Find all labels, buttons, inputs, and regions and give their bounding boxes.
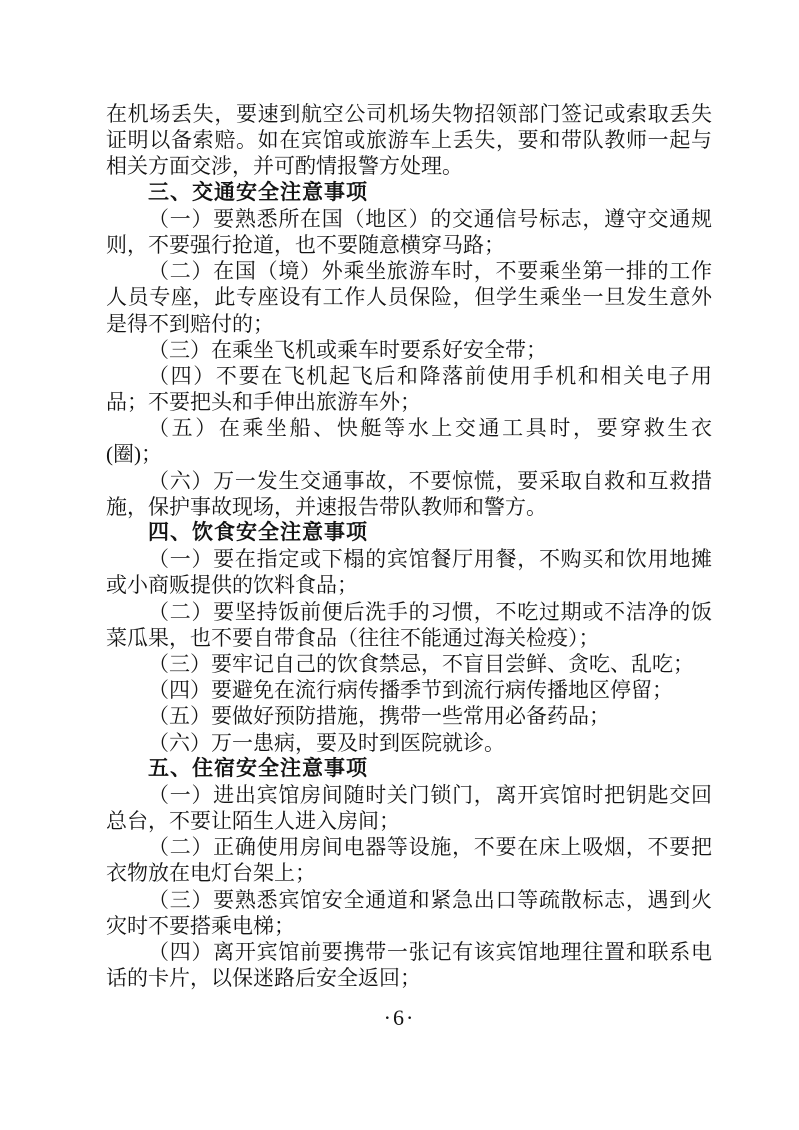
- text-line: （二）要坚持饭前便后洗手的习惯，不吃过期或不洁净的饭: [148, 599, 712, 624]
- text-line: 在机场丢失，要速到航空公司机场失物招领部门签记或索取丢失: [106, 102, 712, 126]
- text-line: 或小商贩提供的饮料食品；: [106, 573, 358, 598]
- text-line: 是得不到赔付的；: [106, 311, 274, 336]
- section-heading: 四、饮食安全注意事项: [148, 521, 368, 544]
- text-line: （三）要牢记自己的饮食禁忌，不盲目尝鲜、贪吃、乱吃；: [148, 651, 694, 676]
- text-line: 菜瓜果，也不要自带食品（往往不能通过海关检疫）；: [106, 625, 600, 650]
- text-line: （一）进出宾馆房间随时关门锁门，离开宾馆时把钥匙交回: [148, 782, 712, 807]
- text-line: 灾时不要搭乘电梯；: [106, 913, 295, 938]
- text-line: 衣物放在电灯台架上；: [106, 861, 316, 886]
- text-line: （三）在乘坐飞机或乘车时要系好安全带；: [148, 337, 547, 362]
- text-line: (圈)；: [106, 442, 162, 467]
- text-line: （五）要做好预防措施，携带一些常用必备药品；: [148, 704, 610, 729]
- text-line: 总台，不要让陌生人进入房间；: [106, 809, 400, 834]
- text-line: （二）正确使用房间电器等设施，不要在床上吸烟，不要把: [148, 835, 712, 860]
- text-line: （六）万一发生交通事故，不要惊慌，要采取自救和互救措: [148, 468, 712, 493]
- text-line: （四）不要在飞机起飞后和降落前使用手机和相关电子用: [148, 363, 712, 388]
- page-number: ·6·: [383, 1005, 416, 1030]
- text-line: （一）要熟悉所在国（地区）的交通信号标志，遵守交通规: [148, 206, 712, 231]
- text-line: 施，保护事故现场，并速报告带队教师和警方。: [106, 494, 547, 519]
- text-line: 证明以备索赔。如在宾馆或旅游车上丢失，要和带队教师一起与: [106, 128, 712, 153]
- text-line: 话的卡片，以保迷路后安全返回；: [106, 966, 421, 991]
- section-heading: 三、交通安全注意事项: [148, 180, 368, 204]
- text-line: （四）要避免在流行病传播季节到流行病传播地区停留；: [148, 678, 673, 703]
- text-line: 人员专座，此专座设有工作人员保险，但学生乘坐一旦发生意外: [106, 285, 712, 310]
- section-heading: 五、住宿安全注意事项: [148, 756, 368, 780]
- text-line: （四）离开宾馆前要携带一张记有该宾馆地理往置和联系电: [148, 940, 712, 964]
- text-line: （一）要在指定或下榻的宾馆餐厅用餐，不购买和饮用地摊: [148, 547, 712, 572]
- text-block: [106, 101, 712, 991]
- text-line: （六）万一患病，要及时到医院就诊。: [148, 730, 505, 755]
- text-line: （五）在乘坐船、快艇等水上交通工具时，要穿救生衣: [148, 416, 712, 441]
- text-line: 相关方面交涉，并可酌情报警方处理。: [106, 154, 463, 179]
- text-line: 品；不要把头和手伸出旅游车外；: [106, 390, 421, 415]
- text-line: 则，不要强行抢道，也不要随意横穿马路；: [106, 232, 505, 257]
- text-line: （二）在国（境）外乘坐旅游车时，不要乘坐第一排的工作: [148, 259, 712, 284]
- text-line: （三）要熟悉宾馆安全通道和紧急出口等疏散标志，遇到火: [148, 887, 712, 912]
